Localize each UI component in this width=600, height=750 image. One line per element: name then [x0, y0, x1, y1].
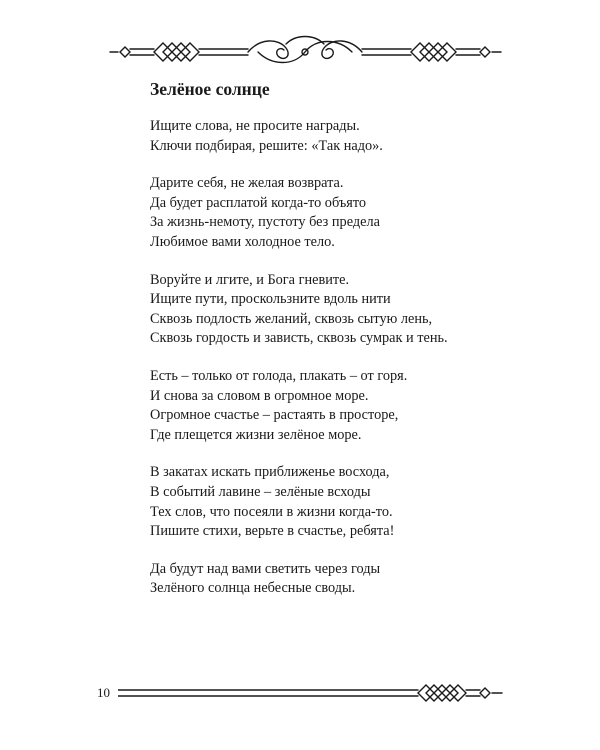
poem-line: Любимое вами холодное тело. — [150, 233, 335, 250]
poem-line: Пишите стихи, верьте в счастье, ребята! — [150, 523, 395, 540]
poem-line: Дарите себя, не желая возврата. — [150, 175, 344, 192]
poem-line: Зелёного солнца небесные своды. — [150, 580, 356, 597]
poem-line: Где плещется жизни зелёное море. — [150, 426, 362, 443]
poem-line: Сквозь подлость желаний, сквозь сытую лень, — [150, 310, 433, 327]
poem-line: И снова за словом в огромное море. — [150, 387, 369, 404]
poem-line: Воруйте и лгите, и Бога гневите. — [150, 271, 350, 288]
poem-line: Огромное счастье – растаять в просторе, — [150, 407, 399, 424]
poem-line: Ключи подбирая, решите: «Так надо». — [150, 137, 383, 154]
poem-line: Да будут над вами светить через годы — [150, 560, 381, 577]
poem-line: Ищите пути, проскользните вдоль нити — [150, 291, 391, 308]
poem-title: Зелёное солнце — [150, 79, 270, 99]
poem-line: В событий лавине – зелёные всходы — [150, 483, 371, 500]
footer-knot-ornament — [118, 680, 503, 706]
poem-line: Да будет расплатой когда-то объято — [150, 194, 367, 211]
poem-line: За жизнь-немоту, пустоту без предела — [150, 214, 380, 231]
poem-line: В закатах искать приближенье восхода, — [150, 464, 390, 481]
poem-line: Есть – только от голода, плакать – от горя. — [150, 367, 408, 384]
stanza — [150, 560, 480, 599]
stanza — [150, 117, 480, 156]
stanza — [150, 463, 480, 541]
stanza — [150, 367, 480, 445]
poem-body — [150, 117, 480, 617]
stanza — [150, 174, 480, 252]
poem-line: Ищите слова, не просите награды. — [150, 118, 360, 134]
header-flourish-ornament — [108, 30, 503, 74]
poem-line: Тех слов, что посеяли в жизни когда-то. — [150, 503, 393, 520]
stanza — [150, 271, 480, 349]
poem-line: Сквозь гордость и зависть, сквозь сумрак и тень. — [150, 330, 448, 347]
page-number: 10 — [97, 685, 110, 700]
